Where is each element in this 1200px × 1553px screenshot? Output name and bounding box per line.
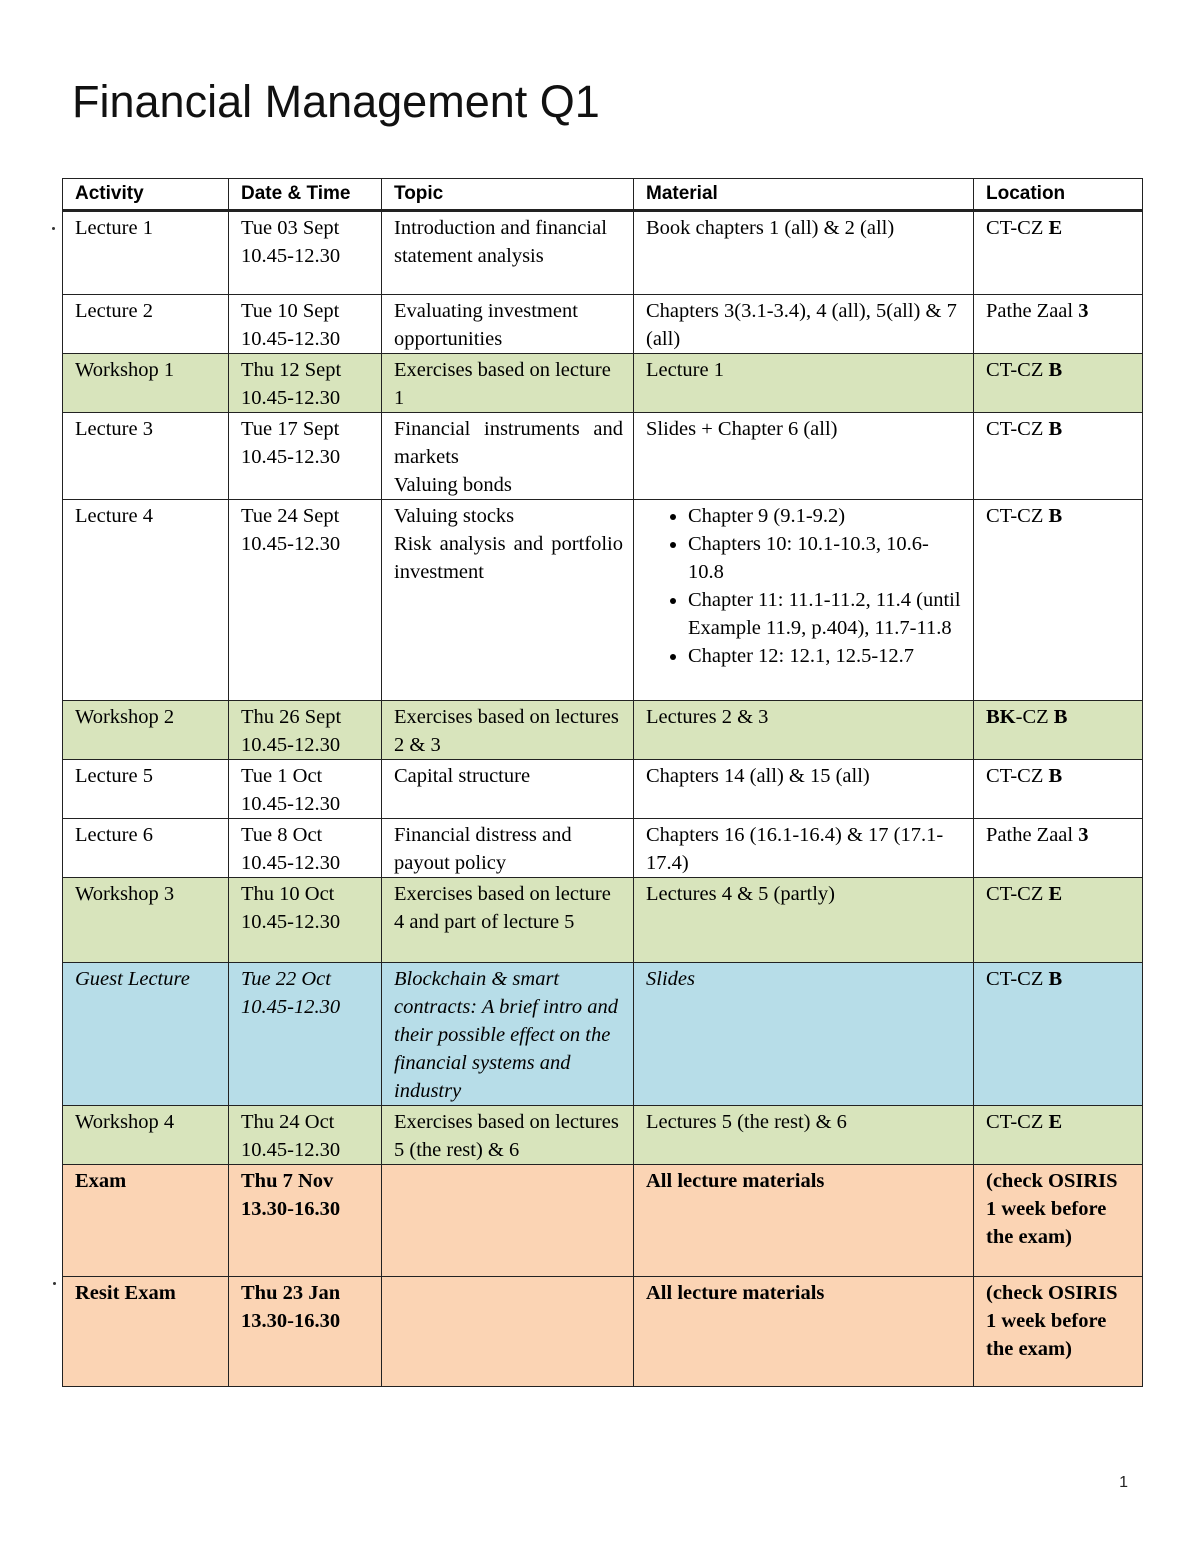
cell-date-time: [229, 963, 382, 1106]
cell-location: (check OSIRIS 1 week before the exam): [974, 1277, 1143, 1387]
cell-material: Chapters 14 (all) & 15 (all): [634, 760, 974, 819]
stray-mark: [53, 1282, 56, 1285]
location-text: CT-CZ: [986, 765, 1049, 787]
cell-material: Chapters 16 (16.1-16.4) & 17 (17.1-17.4): [634, 819, 974, 878]
cell-date: Thu 23 Jan: [241, 1282, 341, 1304]
location-text: CT-CZ: [986, 1111, 1049, 1133]
cell-date-time: [229, 878, 382, 963]
table-row: [63, 701, 1143, 760]
location-text: CT-CZ: [986, 505, 1049, 527]
cell-date-time: [229, 1165, 382, 1277]
cell-topic: Exercises based on lectures 5 (the rest) & 6: [382, 1106, 634, 1165]
cell-activity: Lecture 2: [63, 295, 229, 354]
cell-date-time: [229, 819, 382, 878]
cell-topic: [382, 413, 634, 500]
cell-date-time: [229, 500, 382, 701]
cell-material: Chapters 3(3.1-3.4), 4 (all), 5(all) & 7 (all): [634, 295, 974, 354]
schedule-table: [62, 178, 1143, 1387]
header-topic: Topic: [382, 179, 634, 211]
cell-date: Tue 03 Sept: [241, 217, 340, 239]
cell-activity: Workshop 1: [63, 354, 229, 413]
cell-date: Tue 17 Sept: [241, 418, 340, 440]
table-row: [63, 819, 1143, 878]
cell-time: 10.45-12.30: [241, 793, 341, 815]
location-room: B: [1048, 968, 1063, 990]
cell-date-time: [229, 295, 382, 354]
location-text: CT-CZ: [986, 217, 1049, 239]
cell-time: 13.30-16.30: [241, 1310, 341, 1332]
cell-topic: Evaluating investment opportunities: [382, 295, 634, 354]
location-text: CT-CZ: [986, 968, 1049, 990]
cell-date-time: [229, 211, 382, 295]
cell-time: 13.30-16.30: [241, 1198, 341, 1220]
cell-location: [974, 211, 1143, 295]
cell-location: [974, 413, 1143, 500]
location-room: E: [1048, 217, 1063, 239]
cell-date-time: [229, 1277, 382, 1387]
topic-line: Valuing stocks: [394, 505, 515, 527]
cell-date-time: [229, 354, 382, 413]
cell-topic: Financial distress and payout policy: [382, 819, 634, 878]
location-text: CT-CZ: [986, 418, 1049, 440]
table-row: [63, 760, 1143, 819]
cell-topic: [382, 1165, 634, 1277]
table-row: [63, 878, 1143, 963]
cell-time: 10.45-12.30: [241, 852, 341, 874]
cell-activity: Guest Lecture: [63, 963, 229, 1106]
cell-date: Thu 26 Sept: [241, 706, 342, 728]
table-row: [63, 354, 1143, 413]
cell-topic: Blockchain & smart contracts: A brief intro and their possible effect on the financial systems and industry: [382, 963, 634, 1106]
table-row: [63, 1165, 1143, 1277]
cell-time: 10.45-12.30: [241, 245, 341, 267]
header-location: Location: [974, 179, 1143, 211]
cell-time: 10.45-12.30: [241, 328, 341, 350]
topic-line: Valuing bonds: [394, 474, 512, 496]
cell-date: Tue 22 Oct: [241, 968, 331, 990]
table-row: [63, 211, 1143, 295]
cell-date-time: [229, 1106, 382, 1165]
table-header-row: [63, 179, 1143, 211]
cell-time: 10.45-12.30: [241, 387, 341, 409]
page-title: Financial Management Q1: [72, 76, 600, 127]
list-item: • Chapter 9 (9.1-9.2): [688, 502, 963, 530]
cell-location: (check OSIRIS 1 week before the exam): [974, 1165, 1143, 1277]
cell-material: Lectures 4 & 5 (partly): [634, 878, 974, 963]
cell-time: 10.45-12.30: [241, 533, 341, 555]
cell-date: Thu 12 Sept: [241, 359, 342, 381]
location-building: BK: [986, 706, 1016, 728]
topic-line: Risk analysis and portfolio investment: [394, 533, 623, 583]
table-row: [63, 1277, 1143, 1387]
cell-time: 10.45-12.30: [241, 734, 341, 756]
cell-date: Tue 10 Sept: [241, 300, 340, 322]
location-text: CT-CZ: [986, 883, 1049, 905]
location-room: B: [1048, 418, 1063, 440]
cell-activity: Lecture 1: [63, 211, 229, 295]
cell-material: Lecture 1: [634, 354, 974, 413]
topic-line: Financial instruments and markets: [394, 418, 623, 468]
location-text: -CZ: [1015, 706, 1054, 728]
cell-time: 10.45-12.30: [241, 996, 341, 1018]
cell-location: [974, 963, 1143, 1106]
cell-activity: Lecture 4: [63, 500, 229, 701]
header-date-time: Date & Time: [229, 179, 382, 211]
cell-topic: [382, 500, 634, 701]
header-activity: Activity: [63, 179, 229, 211]
cell-topic: Capital structure: [382, 760, 634, 819]
location-room: B: [1048, 765, 1063, 787]
cell-location: [974, 701, 1143, 760]
cell-material: [634, 500, 974, 701]
location-room: E: [1048, 1111, 1063, 1133]
location-text: Pathe Zaal: [986, 824, 1079, 846]
cell-location: [974, 354, 1143, 413]
page-number: 1: [1119, 1474, 1128, 1491]
table-row: [63, 1106, 1143, 1165]
cell-date: Thu 10 Oct: [241, 883, 335, 905]
cell-material: Book chapters 1 (all) & 2 (all): [634, 211, 974, 295]
cell-date: Tue 8 Oct: [241, 824, 323, 846]
cell-date: Tue 1 Oct: [241, 765, 323, 787]
cell-activity: Lecture 6: [63, 819, 229, 878]
location-room: E: [1048, 883, 1063, 905]
cell-activity: Resit Exam: [63, 1277, 229, 1387]
cell-location: [974, 819, 1143, 878]
cell-topic: Exercises based on lectures 2 & 3: [382, 701, 634, 760]
cell-material: Lectures 2 & 3: [634, 701, 974, 760]
cell-topic: Introduction and financial statement analysis: [382, 211, 634, 295]
cell-date: Thu 24 Oct: [241, 1111, 335, 1133]
cell-material: Slides + Chapter 6 (all): [634, 413, 974, 500]
cell-activity: Workshop 4: [63, 1106, 229, 1165]
cell-time: 10.45-12.30: [241, 446, 341, 468]
cell-activity: Lecture 5: [63, 760, 229, 819]
cell-time: 10.45-12.30: [241, 911, 341, 933]
cell-date-time: [229, 760, 382, 819]
cell-topic: [382, 1277, 634, 1387]
cell-material: Slides: [634, 963, 974, 1106]
cell-activity: Exam: [63, 1165, 229, 1277]
cell-date-time: [229, 701, 382, 760]
table-row: [63, 295, 1143, 354]
location-room: 3: [1078, 300, 1089, 322]
cell-date: Thu 7 Nov: [241, 1170, 334, 1192]
cell-location: [974, 878, 1143, 963]
location-text: Pathe Zaal: [986, 300, 1079, 322]
list-item: • Chapter 12: 12.1, 12.5-12.7: [688, 642, 963, 670]
cell-material: All lecture materials: [634, 1277, 974, 1387]
location-room: B: [1048, 505, 1063, 527]
table-row: [63, 963, 1143, 1106]
location-room: B: [1053, 706, 1068, 728]
cell-date: Tue 24 Sept: [241, 505, 340, 527]
list-item: • Chapters 10: 10.1-10.3, 10.6-10.8: [688, 530, 963, 586]
cell-material: All lecture materials: [634, 1165, 974, 1277]
cell-location: [974, 295, 1143, 354]
cell-material: Lectures 5 (the rest) & 6: [634, 1106, 974, 1165]
cell-activity: Workshop 3: [63, 878, 229, 963]
cell-location: [974, 1106, 1143, 1165]
cell-topic: Exercises based on lecture 4 and part of lecture 5: [382, 878, 634, 963]
cell-time: 10.45-12.30: [241, 1139, 341, 1161]
cell-activity: Lecture 3: [63, 413, 229, 500]
cell-activity: Workshop 2: [63, 701, 229, 760]
location-room: B: [1048, 359, 1063, 381]
cell-date-time: [229, 413, 382, 500]
location-room: 3: [1078, 824, 1089, 846]
table-row: [63, 500, 1143, 701]
cell-location: [974, 760, 1143, 819]
stray-mark: [52, 227, 55, 230]
location-text: CT-CZ: [986, 359, 1049, 381]
table-row: [63, 413, 1143, 500]
cell-location: [974, 500, 1143, 701]
list-item: • Chapter 11: 11.1-11.2, 11.4 (until Example 11.9, p.404), 11.7-11.8: [688, 586, 963, 642]
material-list: [646, 502, 963, 670]
cell-topic: Exercises based on lecture 1: [382, 354, 634, 413]
header-material: Material: [634, 179, 974, 211]
